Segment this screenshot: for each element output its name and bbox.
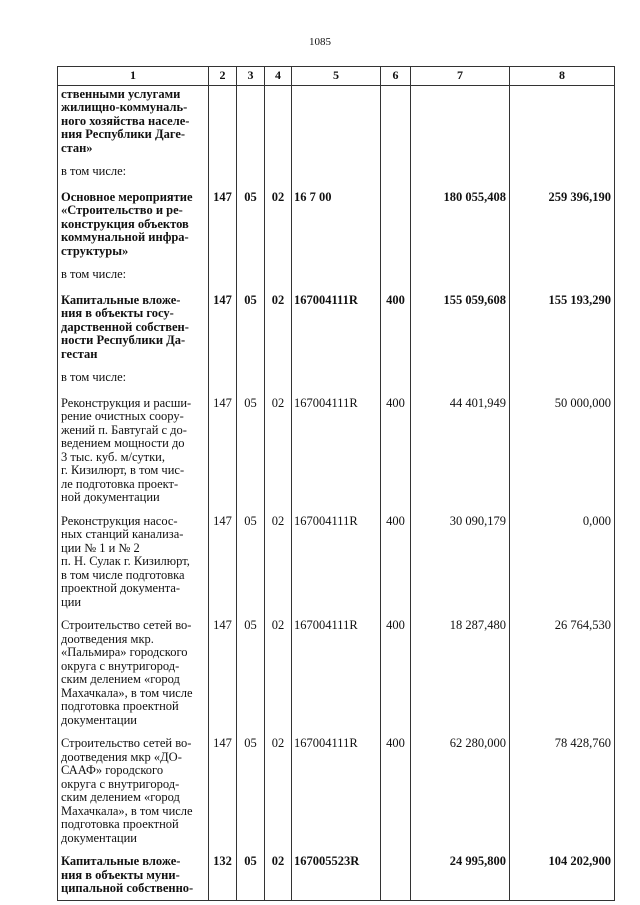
row-code-subsection [265,262,292,288]
row-code-target [292,262,381,288]
table-row [58,613,615,731]
row-code-subsection [265,159,292,185]
column-header: 7 [411,67,510,86]
row-amount-year1: 18 287,480 [411,613,510,731]
row-code-admin: 147 [209,391,237,509]
row-amount-year2: 259 396,190 [510,185,615,263]
row-code-admin: 132 [209,849,237,900]
row-code-admin [209,365,237,391]
row-code-admin: 147 [209,731,237,849]
row-code-subsection: 02 [265,185,292,263]
row-code-subsection: 02 [265,288,292,366]
column-header: 2 [209,67,237,86]
table-row [58,365,615,391]
row-code-target [292,85,381,159]
table-row [58,509,615,614]
column-header: 4 [265,67,292,86]
table-row [58,262,615,288]
row-code-admin: 147 [209,613,237,731]
column-header: 5 [292,67,381,86]
row-code-admin [209,262,237,288]
row-code-section: 05 [237,509,265,614]
row-code-section: 05 [237,731,265,849]
row-amount-year1: 155 059,608 [411,288,510,366]
table-row [58,185,615,263]
row-name: в том числе: [58,262,209,288]
row-code-subsection: 02 [265,613,292,731]
row-code-section: 05 [237,613,265,731]
table-row [58,731,615,849]
row-code-target: 167004111R [292,391,381,509]
row-name: ственными услугами жилищно-коммуналь- ного хозяйства населе- ния Республики Даге- стан» [58,85,209,159]
row-code-section [237,262,265,288]
row-code-admin [209,85,237,159]
table-row [58,159,615,185]
column-header: 6 [381,67,411,86]
row-name: Реконструкция насос- ных станций канализа- ции № 1 и № 2 п. Н. Сулак г. Кизилюрт, в том числе подготовка проектной документа- ции [58,509,209,614]
row-code-subsection: 02 [265,509,292,614]
row-amount-year1 [411,365,510,391]
row-code-target: 16 7 00 [292,185,381,263]
row-amount-year2 [510,159,615,185]
row-amount-year1: 180 055,408 [411,185,510,263]
row-code-target: 167005523R [292,849,381,900]
row-code-target: 167004111R [292,613,381,731]
row-code-subsection: 02 [265,849,292,900]
row-amount-year1: 62 280,000 [411,731,510,849]
row-code-section: 05 [237,849,265,900]
row-amount-year1: 24 995,800 [411,849,510,900]
row-amount-year1: 30 090,179 [411,509,510,614]
row-name: Строительство сетей во- доотведения мкр. «Пальмира» городского округа с внутригород- ским делением «город Махачкала», в том числе подготовка проектной документации [58,613,209,731]
row-code-section [237,159,265,185]
row-code-section [237,85,265,159]
row-code-type: 400 [381,613,411,731]
row-amount-year2 [510,262,615,288]
row-code-type [381,85,411,159]
row-code-type: 400 [381,288,411,366]
table-row [58,391,615,509]
row-amount-year1: 44 401,949 [411,391,510,509]
table-row [58,849,615,900]
row-code-target [292,159,381,185]
row-code-section [237,365,265,391]
row-amount-year2: 0,000 [510,509,615,614]
column-header: 1 [58,67,209,86]
table-row [58,288,615,366]
row-code-target: 167004111R [292,731,381,849]
row-code-section: 05 [237,391,265,509]
row-code-subsection [265,85,292,159]
row-name: Строительство сетей во- доотведения мкр «ДО- СААФ» городского округа с внутригород- ским делением «город Махачкала», в том числе подготовка проектной документации [58,731,209,849]
row-code-type [381,849,411,900]
row-code-target: 167004111R [292,288,381,366]
column-header: 8 [510,67,615,86]
row-code-target: 167004111R [292,509,381,614]
row-amount-year2 [510,85,615,159]
row-amount-year2 [510,365,615,391]
row-code-admin: 147 [209,288,237,366]
row-code-type [381,185,411,263]
row-code-type: 400 [381,509,411,614]
row-name: Капитальные вложе- ния в объекты госу- дарственной собствен- ности Республики Да- гестан [58,288,209,366]
table-header-row [58,67,615,86]
row-code-subsection: 02 [265,391,292,509]
row-code-section: 05 [237,288,265,366]
row-amount-year1 [411,159,510,185]
row-code-target [292,365,381,391]
row-amount-year2: 104 202,900 [510,849,615,900]
row-amount-year2: 78 428,760 [510,731,615,849]
row-amount-year2: 26 764,530 [510,613,615,731]
row-name: Реконструкция и расши- рение очистных соору- жений п. Бавтугай с до- ведением мощности до 3 тыс. куб. м/сутки, г. Кизилюрт, в том чис- ле подготовка проект- ной документации [58,391,209,509]
row-code-type [381,159,411,185]
row-code-admin: 147 [209,509,237,614]
row-code-type [381,365,411,391]
row-amount-year1 [411,85,510,159]
row-code-subsection [265,365,292,391]
row-code-type [381,262,411,288]
page-number: 1085 [309,36,331,48]
row-code-admin [209,159,237,185]
row-code-type: 400 [381,391,411,509]
row-name: Капитальные вложе- ния в объекты муни- ципальной собственно- [58,849,209,900]
row-amount-year1 [411,262,510,288]
column-header: 3 [237,67,265,86]
row-name: Основное мероприятие «Строительство и ре- конструкция объектов коммунальной инфра- структуры» [58,185,209,263]
row-code-type: 400 [381,731,411,849]
table-row [58,85,615,159]
row-code-subsection: 02 [265,731,292,849]
row-amount-year2: 155 193,290 [510,288,615,366]
row-code-admin: 147 [209,185,237,263]
row-code-section: 05 [237,185,265,263]
row-amount-year2: 50 000,000 [510,391,615,509]
row-name: в том числе: [58,159,209,185]
row-name: в том числе: [58,365,209,391]
budget-table [57,66,615,901]
